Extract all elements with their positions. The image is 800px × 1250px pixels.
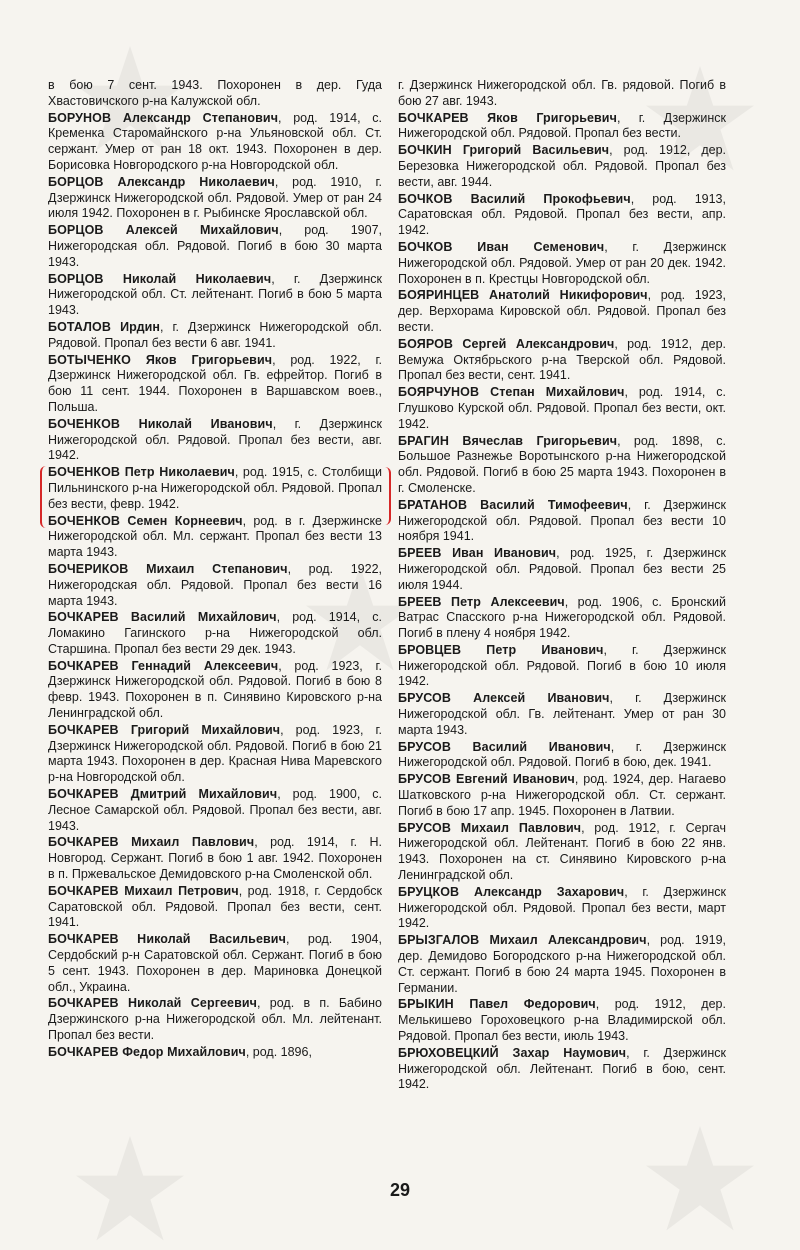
entry-text: , г. Дзержинск Нижегородской обл. Рядовой. Умер от ран 20 дек. 1942. Похоронен в п. Крестцы Новгородской обл. (398, 239, 726, 286)
entry (398, 885, 726, 932)
entry (48, 787, 382, 834)
entry-text: , г. Дзержинск Нижегородской обл. Лейтенант. Погиб в бою, сент. 1942. (398, 1045, 726, 1092)
entry (398, 498, 726, 545)
entry-text: , г. Дзержинск Нижегородской обл. Ст. лейтенант. Погиб в бою 5 марта 1943. (48, 271, 382, 318)
entry (48, 723, 382, 786)
entry (48, 514, 382, 561)
entry-text: , г. Дзержинск Нижегородской обл. Рядовой. Погиб в бою 10 июля 1942. (398, 642, 726, 689)
entry-name: БОЧКАРЕВ Михаил Петрович (48, 883, 239, 898)
left-column (48, 78, 382, 1062)
entry (48, 272, 382, 319)
entry (398, 740, 726, 772)
entry-text: , г. Дзержинск Нижегородской обл. Рядовой. Пропал без вести, авг. 1942. (48, 416, 382, 463)
entry (48, 835, 382, 882)
entry (48, 175, 382, 222)
entry-text: г. Дзержинск Нижегородской обл. Гв. рядовой. Погиб в бою 27 авг. 1943. (398, 78, 726, 108)
entry-text: , род. 1919, дер. Демидово Богородского р-на Нижегородской обл. Ст. сержант. Погиб в бою 24 марта 1945. Похоронен в Германии. (398, 933, 726, 995)
entry-name: БОЧЕНКОВ Петр Николаевич (48, 465, 235, 480)
entry-text: , род. 1913, Саратовская обл. Рядовой. Пропал без вести, апр. 1942. (398, 191, 726, 238)
red-bracket-right (381, 467, 391, 525)
entry-text: , род. 1915, с. Столбищи Пильнинского р-на Нижегородской обл. Рядовой. Пропал без вести, февр. 1942. (48, 465, 382, 511)
entry-text: , род. 1923, г. Дзержинск Нижегородской обл. Рядовой. Погиб в бою 21 марта 1943. Похоронен в дер. Красная Нива Маревского р-на Новгородской обл. (48, 722, 382, 785)
entry-text: , род. 1912, дер. Березовка Нижегородской обл. Рядовой. Пропал без вести, авг. 1944. (398, 143, 726, 189)
entry-name: БРЫКИН Павел Федорович (398, 997, 596, 1012)
entry-name: БРУСОВ Евгений Иванович (398, 772, 575, 787)
entry-name: БОЯРЧУНОВ Степан Михайлович (398, 385, 625, 400)
entry (398, 691, 726, 738)
entry-text: , род. 1922, г. Дзержинск Нижегородской обл. Гв. ефрейтор. Погиб в бою 11 сент. 1944. Похоронен в Варшавском воев., Польша. (48, 352, 383, 414)
entry (48, 353, 382, 416)
entry-text: , род. в п. Бабино Дзержинского р-на Нижегородской обл. Мл. лейтенант. Пропал без вести. (48, 996, 383, 1043)
entry-name: БОЧКАРЕВ Геннадий Алексеевич (48, 658, 279, 673)
entry-name: БОЧЕНКОВ Николай Иванович (48, 416, 273, 431)
entry (398, 288, 726, 335)
red-bracket-left (40, 466, 50, 528)
entry (398, 821, 726, 884)
entry-name: БРУСОВ Василий Иванович (398, 739, 611, 754)
entry (48, 884, 382, 931)
entry (398, 643, 726, 690)
entry (48, 111, 382, 174)
entry-text: , род. 1914, с. Глушково Курской обл. Рядовой. Пропал без вести, окт. 1942. (398, 385, 726, 431)
entry-name: БОТЫЧЕНКО Яков Григорьевич (48, 352, 273, 367)
entry (398, 1046, 726, 1093)
entry-text: , род. 1924, дер. Нагаево Шатковского р-на Нижегородской обл. Ст. сержант. Погиб в бою 17 апр. 1945. Похоронен в Латвии. (398, 772, 726, 818)
entry-name: БОЧКАРЕВ Федор Михайлович (48, 1044, 246, 1059)
entry-text: , г. Дзержинск Нижегородской обл. Гв. лейтенант. Умер от ран 30 марта 1943. (398, 691, 726, 737)
entry-text: , род. 1914, г. Н. Новгород. Сержант. Погиб в бою 1 авг. 1942. Похоронен в п. Пржевальское Демидовского р-на Смоленской обл. (48, 835, 382, 882)
entry (48, 996, 382, 1043)
entry-name: БОЯРОВ Сергей Александрович (398, 336, 615, 351)
right-column (398, 78, 726, 1094)
entry (398, 595, 726, 642)
entry (398, 546, 726, 593)
entry-text: , род. 1900, с. Лесное Самарской обл. Рядовой. Пропал без вести, авг. 1943. (48, 787, 382, 833)
entry-text: , род. 1923, дер. Верхорама Кировской обл. Рядовой. Пропал без вести. (398, 288, 726, 334)
entry (398, 240, 726, 287)
entry-text: , г. Дзержинск Нижегородской обл. Рядовой. Пропал без вести. (398, 110, 726, 141)
entry-name: БОРЦОВ Алексей Михайлович (48, 223, 279, 238)
entry-name: БРАТАНОВ Василий Тимофеевич (398, 497, 628, 512)
entry-text: , род. 1923, г. Дзержинск Нижегородской обл. Рядовой. Погиб в бою 8 февр. 1943. Похоронен в п. Синявино Кировского р-на Ленинградской обл. (48, 658, 383, 721)
entry-text: , г. Дзержинск Нижегородской обл. Рядовой. Пропал без вести 10 ноября 1941. (398, 497, 726, 544)
entry-text: , г. Дзержинск Нижегородской обл. Рядовой. Пропал без вести, март 1942. (398, 884, 726, 931)
entry (398, 997, 726, 1044)
entry-name: БОРУНОВ Александр Степанович (48, 110, 279, 125)
entry (398, 337, 726, 384)
entry (48, 78, 382, 110)
entry-name: БОЧКАРЕВ Михаил Павлович (48, 835, 255, 850)
entry-text: , род. 1912, г. Сергач Нижегородской обл. Лейтенант. Погиб в бою 22 янв. 1943. Похоронен на ст. Синявино Кировского р-на Ленинградской обл. (398, 820, 726, 883)
entry-text: , г. Дзержинск Нижегородской обл. Рядовой. Пропал без вести 6 авг. 1941. (48, 319, 382, 350)
page-number: 29 (389, 1180, 411, 1200)
entry (48, 1045, 382, 1061)
entry-name: БОТАЛОВ Ирдин (48, 319, 161, 334)
entry-text: , г. Дзержинск Нижегородской обл. Рядовой. Погиб в бою, дек. 1941. (398, 739, 726, 770)
entry-name: БОРЦОВ Николай Николаевич (48, 271, 272, 286)
entry-name: БРЕЕВ Петр Алексеевич (398, 594, 565, 609)
entry-text: , род. 1904, Сердобский р-н Саратовской обл. Сержант. Погиб в бою 5 сент. 1943. Похоронен в дер. Мариновка Донецкой обл., Украина. (48, 932, 382, 994)
entry-text: , род. 1907, Нижегородская обл. Рядовой. Погиб в бою 30 марта 1943. (48, 223, 382, 269)
entry-name: БОЧЕНКОВ Семен Корнеевич (48, 513, 243, 528)
entry-name: БОЧКИН Григорий Васильевич (398, 143, 610, 158)
entry (398, 143, 726, 190)
entry-text: , род. 1914, с. Ломакино Гагинского р-на Нижегородской обл. Старшина. Пропал без вести 29 дек. 1943. (48, 610, 382, 656)
entry-name: БРУЦКОВ Александр Захарович (398, 884, 625, 899)
entry-name: БРЮХОВЕЦКИЙ Захар Наумович (398, 1045, 627, 1060)
entry-name: БОЧКАРЕВ Яков Григорьевич (398, 110, 617, 125)
entry-name: БОЯРИНЦЕВ Анатолий Никифорович (398, 288, 648, 303)
entry-text: в бою 7 сент. 1943. Похоронен в дер. Гуда Хвастовичского р-на Калужской обл. (48, 78, 382, 108)
entry-name: БРУСОВ Алексей Иванович (398, 691, 610, 706)
entry-name: БОРЦОВ Александр Николаевич (48, 174, 275, 189)
entry-name: БОЧКОВ Иван Семенович (398, 239, 605, 254)
entry (398, 385, 726, 432)
entry (48, 417, 382, 464)
entry-name: БОЧКАРЕВ Дмитрий Михайлович (48, 787, 278, 802)
entry-name: БРУСОВ Михаил Павлович (398, 820, 582, 835)
entry-name: БОЧЕРИКОВ Михаил Степанович (48, 561, 288, 576)
entry-text: , род. 1918, г. Сердобск Саратовской обл. Рядовой. Пропал без вести, сент. 1941. (48, 883, 382, 930)
entry-text: , род. 1922, Нижегородская обл. Рядовой. Пропал без вести 16 марта 1943. (48, 561, 382, 608)
entry (398, 111, 726, 143)
entry-name: БРАГИН Вячеслав Григорьевич (398, 433, 618, 448)
entry (48, 932, 382, 995)
entry-text: , род. в г. Дзержинске Нижегородской обл. Мл. сержант. Пропал без вести 13 марта 1943. (48, 513, 383, 560)
entry (398, 772, 726, 819)
entry (48, 562, 382, 609)
highlighted-entry (48, 465, 382, 512)
entry-name: БОЧКАРЕВ Николай Васильевич (48, 932, 286, 947)
entry (398, 192, 726, 239)
entry-text: , род. 1914, с. Кременка Старомайнского р-на Ульяновской обл. Ст. сержант. Умер от ран 18 окт. 1943. Похоронен в дер. Борисовка Новгородского р-на Новгородской обл. (48, 110, 382, 172)
entry (398, 933, 726, 996)
entry-name: БРЕЕВ Иван Иванович (398, 546, 557, 561)
entry-name: БОЧКАРЕВ Григорий Михайлович (48, 722, 281, 737)
entry (48, 320, 382, 352)
entry (398, 78, 726, 110)
entry-name: БРОВЦЕВ Петр Иванович (398, 642, 604, 657)
entry-text: , род. 1925, г. Дзержинск Нижегородской обл. Рядовой. Пропал без вести 25 июля 1944. (398, 546, 726, 592)
entry-text: , род. 1906, с. Бронский Ватрас Спасского р-на Нижегородской обл. Рядовой. Погиб в плену 4 ноября 1942. (398, 594, 726, 641)
entry-name: БРЫЗГАЛОВ Михаил Александрович (398, 933, 647, 948)
entry-name: БОЧКОВ Василий Прокофьевич (398, 191, 631, 206)
entry (48, 223, 382, 270)
entry-text: , род. 1912, дер. Вемужа Октябрьского р-на Тверской обл. Рядовой. Пропал без вести, сент. 1941. (398, 336, 726, 383)
entry-text: , род. 1898, с. Большое Разнежье Воротынского р-на Нижегородской обл. Рядовой. Погиб в бою 25 марта 1943. Похоронен в г. Смоленске. (398, 433, 726, 495)
entry (48, 659, 382, 722)
entry-name: БОЧКАРЕВ Василий Михайлович (48, 610, 277, 625)
entry (398, 434, 726, 497)
entry-name: БОЧКАРЕВ Николай Сергеевич (48, 996, 258, 1011)
entry-text: , род. 1912, дер. Мелькишево Гороховецкого р-на Владимирской обл. Рядовой. Пропал без вести, июль 1943. (398, 997, 726, 1044)
entry (48, 610, 382, 657)
entry-text: , род. 1896, (245, 1044, 312, 1059)
entry-text: , род. 1910, г. Дзержинск Нижегородской обл. Рядовой. Умер от ран 24 июля 1942. Похоронен в г. Рыбинске Ярославской обл. (48, 174, 382, 221)
